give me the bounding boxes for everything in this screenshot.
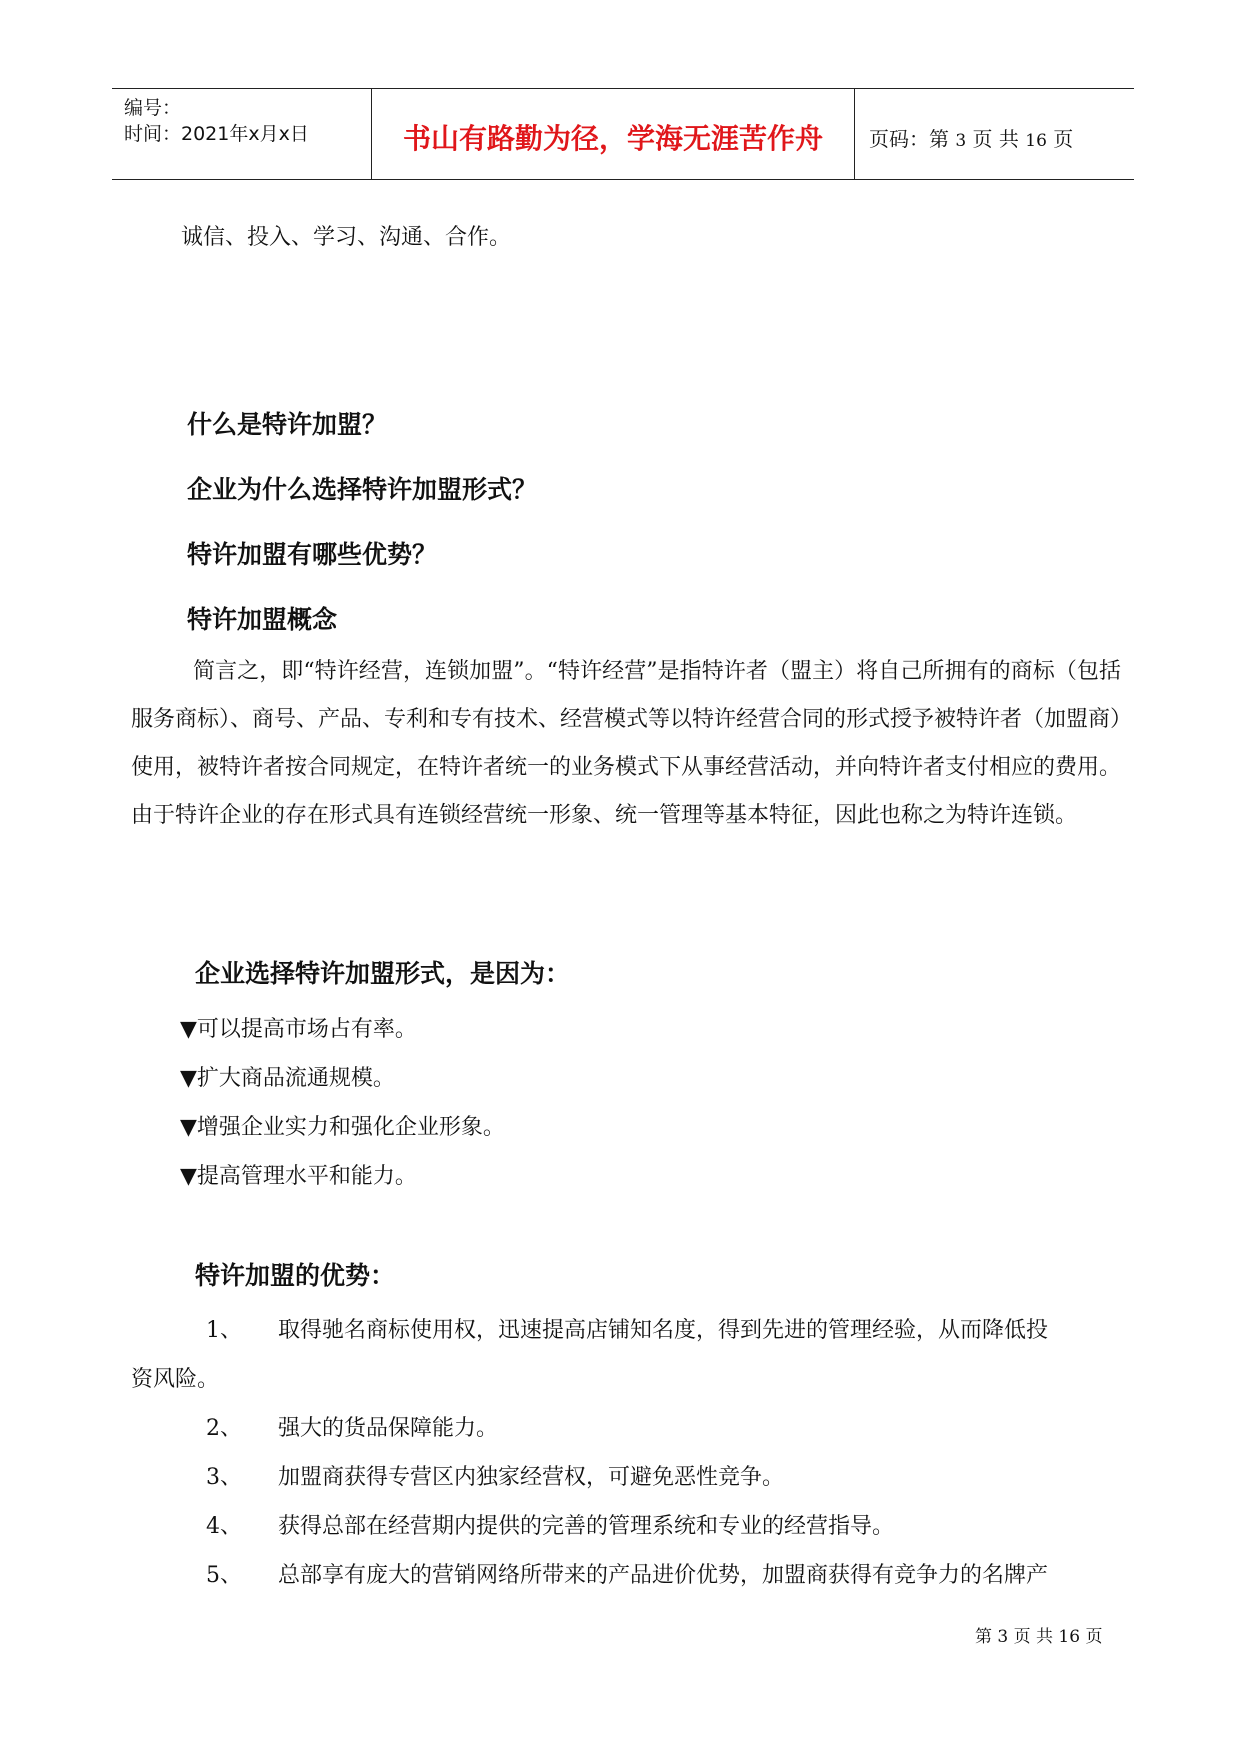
reason-item-1: ▼可以提高市场占有率。 <box>180 1017 417 1042</box>
advantage-number: 5、 <box>206 1563 242 1588</box>
page-current: 3 <box>955 131 967 151</box>
advantage-continuation: 资风险。 <box>131 1367 220 1392</box>
concept-heading: 特许加盟概念 <box>187 605 338 634</box>
page-total: 16 <box>1025 131 1047 151</box>
advantage-number: 1、 <box>206 1318 242 1343</box>
number-label: 编号： <box>124 97 182 119</box>
advantage-item-3 <box>131 1453 1121 1502</box>
page-suffix: 页 <box>1053 127 1074 151</box>
advantage-item-2 <box>131 1404 1121 1453</box>
advantage-item-1 <box>131 1306 1121 1404</box>
advantage-text: 加盟商获得专营区内独家经营权，可避免恶性竞争。 <box>278 1465 785 1490</box>
advantage-number: 2、 <box>206 1416 242 1441</box>
header-left-cell <box>112 89 372 179</box>
page-prefix: 页码：第 <box>869 127 949 151</box>
header-middle-cell <box>372 89 855 179</box>
advantage-number: 4、 <box>206 1514 242 1539</box>
advantage-number: 3、 <box>206 1465 242 1490</box>
concept-paragraph: 简言之，即“特许经营，连锁加盟”。“特许经营”是指特许者（盟主）将自己所拥有的商标（包括服务商标）、商号、产品、专利和专有技术、经营模式等以特许经营合同的形式授予被特许者（加盟商）使用，被特许者按合同规定，在特许者统一的业务模式下从事经营活动，并向特许者支付相应的费用。由于特许企业的存在形式具有连锁经营统一形象、统一管理等基本特征，因此也称之为特许连锁。 <box>131 659 1122 828</box>
advantage-text: 强大的货品保障能力。 <box>278 1416 499 1441</box>
page-mid: 页 共 <box>972 127 1019 151</box>
question-2: 企业为什么选择特许加盟形式？ <box>187 475 538 504</box>
header-right-cell <box>855 89 1134 179</box>
time-label: 时间：2021年x月x日 <box>124 123 309 145</box>
reason-item-4: ▼提高管理水平和能力。 <box>180 1164 417 1189</box>
advantage-item-5 <box>131 1551 1121 1600</box>
page-info <box>869 123 1073 152</box>
motto: 书山有路勤为径，学海无涯苦作舟 <box>402 122 823 155</box>
reason-item-3: ▼增强企业实力和强化企业形象。 <box>180 1115 505 1140</box>
question-3: 特许加盟有哪些优势？ <box>187 540 438 569</box>
advantage-text: 获得总部在经营期内提供的完善的管理系统和专业的经营指导。 <box>278 1514 895 1539</box>
advantages-heading: 特许加盟的优势： <box>195 1261 396 1290</box>
page-footer: 第 3 页 共 16 页 <box>975 1627 1103 1647</box>
reasons-heading: 企业选择特许加盟形式，是因为： <box>195 959 571 988</box>
header-table <box>112 88 1134 180</box>
question-1: 什么是特许加盟？ <box>187 410 388 439</box>
intro-line: 诚信、投入、学习、沟通、合作。 <box>181 225 512 250</box>
advantage-text: 取得驰名商标使用权，迅速提高店铺知名度，得到先进的管理经验，从而降低投 <box>278 1318 1049 1343</box>
advantage-item-4 <box>131 1502 1121 1551</box>
advantage-text: 总部享有庞大的营销网络所带来的产品进价优势，加盟商获得有竞争力的名牌产 <box>278 1563 1049 1588</box>
reason-item-2: ▼扩大商品流通规模。 <box>180 1066 395 1091</box>
